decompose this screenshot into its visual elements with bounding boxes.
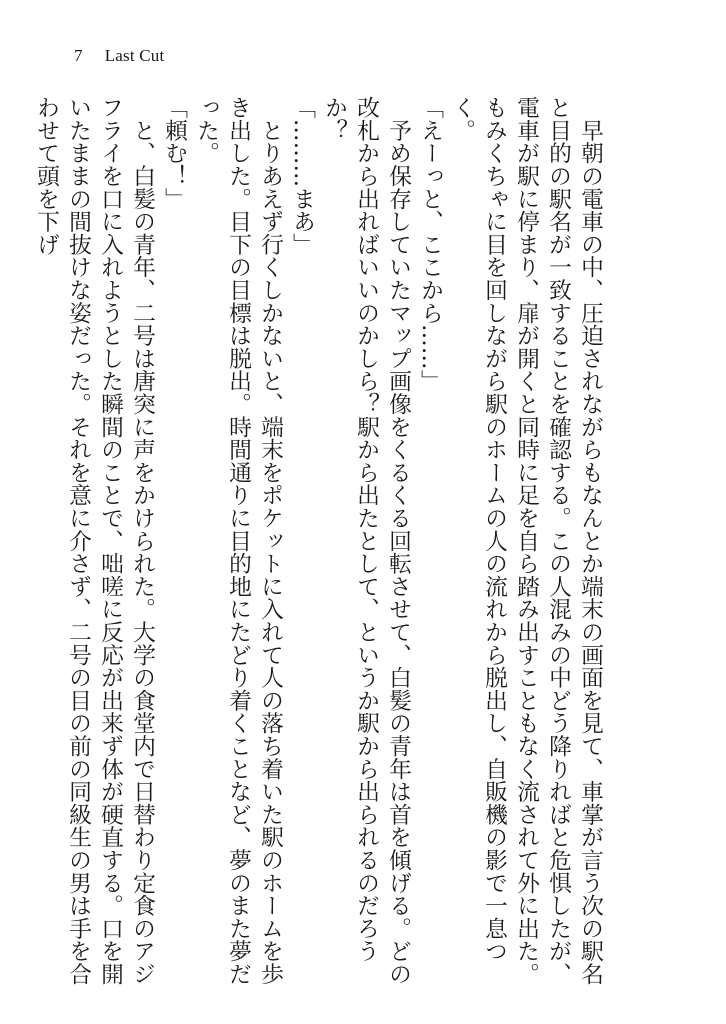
page-number: 7: [74, 46, 83, 65]
paragraph: と、白髪の青年、二号は唐突に声をかけられた。大学の食堂内で日替わり定食のアジフライを口に入れようとした瞬間のことで、咄嗟に反応が出来ず体が硬直する。口を開いたままの間抜けな姿だった。それを意に介さず、二号の目の前の同級生の男は手を合わせて頭を下げ: [33, 96, 155, 986]
dialogue-line: 「頼む！」: [161, 96, 187, 210]
page-header: [74, 46, 164, 66]
paragraph: 予め保存していたマップ画像をくるくる回転させて、白髪の青年は首を傾げる。どの改札から出ればいいのかしら？駅から出たとして、というか駅から出られるのだろうか？: [321, 96, 411, 986]
dialogue-line: 「えーっと、ここから……」: [417, 96, 443, 393]
dialogue-line: 「………まあ」: [289, 96, 315, 256]
paragraph: とりあえず行くしかないと、端末をポケットに入れて人の落ち着いた駅のホームを歩き出した。目下の目標は脱出。時間通りに目的地にたどり着くことなど、夢のまた夢だった。: [193, 96, 283, 986]
body-text: [33, 96, 606, 986]
running-title: Last Cut: [104, 46, 165, 65]
paragraph: 早朝の電車の中、圧迫されながらもなんとか端末の画面を見て、車掌が言う次の駅名と目的の駅名が一致することを確認する。この人混みの中どう降りればと危惧したが、電車が駅に停まり、扉が開くと同時に足を自ら踏み出すこともなく流されて外に出た。もみくちゃに目を回しながら駅のホームの人の流れから脱出し、自販機の影で一息つく。: [449, 96, 603, 986]
